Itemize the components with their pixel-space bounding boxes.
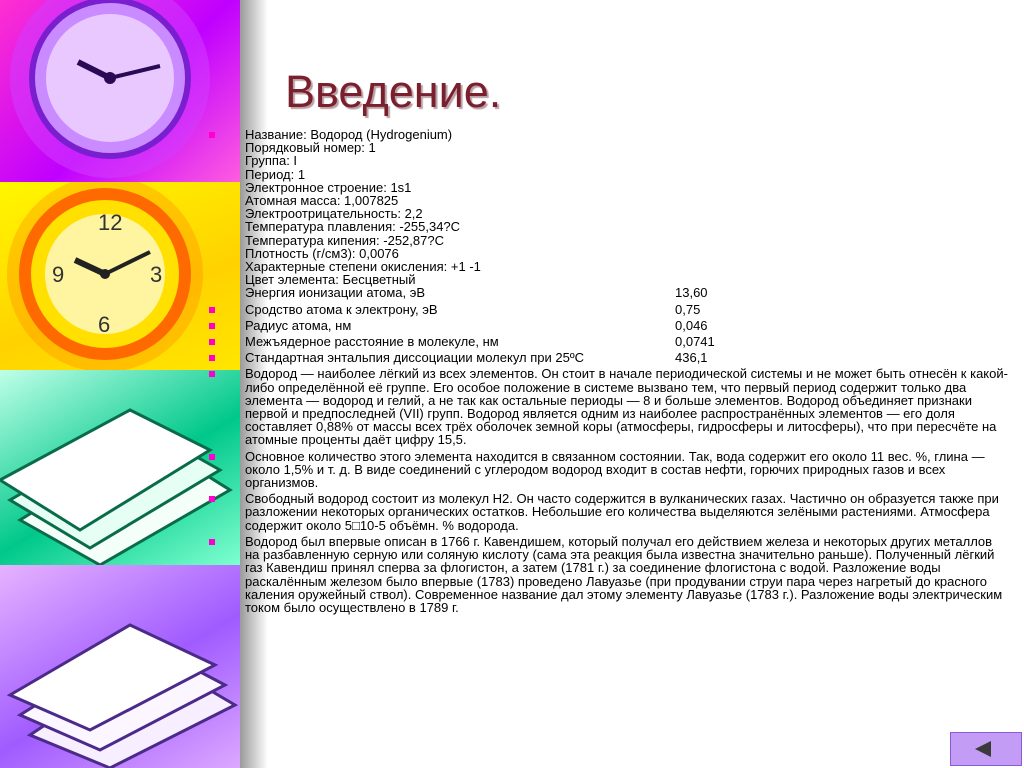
svg-text:9: 9 (52, 262, 65, 287)
bullet-icon (209, 307, 215, 313)
paragraph (245, 492, 1010, 532)
yellow-clock-image (0, 182, 240, 370)
decorative-image-strip (0, 0, 240, 768)
paragraph-text: Водород был впервые описан в 1766 г. Кавендишем, который получал его действием железа и некоторых других металлов на разбавленную серную или соляную кислоту (сама эта реакция была известна значительно раньше). Полученный лёгкий газ Кавендиш принял сперва за флогистон, а затем (1781 г.) за соединение флогистона с водой. Разложение воды раскалённым железом было впервые (1783) проведено Лавуазье (при продувании струи пара через нагретый до красного каления оружейный ствол). Современное название дал этому элементу Лавуазье (1783 г.). Разложение воды электрическим током было осуществлено в 1789 г. (245, 533, 1003, 615)
element-facts (245, 128, 1010, 300)
fact-line: Название: Водород (Hydrogenium) (245, 127, 453, 142)
property-row (245, 303, 1010, 316)
fact-line: Температура плавления: -255,34?С (245, 219, 461, 235)
purple-clock-image (0, 0, 240, 182)
bullet-icon (209, 132, 215, 138)
bullet-icon (209, 339, 215, 345)
green-papers-image (0, 370, 240, 565)
paragraph-text: Свободный водород состоит из молекул H2. Он часто содержится в вулканических газах. Частично он образуется также при разложении некоторых органических остатков. Небольшие его количества выделяются зелёными растениями. Атмосфера содержит около 5□10-5 объёмн. % водорода. (245, 491, 999, 533)
property-row (245, 335, 1010, 348)
bullet-icon (209, 454, 215, 460)
bullet-icon (209, 323, 215, 329)
row-value: 0,046 (675, 317, 708, 333)
svg-text:6: 6 (98, 312, 111, 337)
paragraph (245, 535, 1010, 614)
fact-line: Электронное строение: 1s1 (245, 179, 412, 195)
paragraph (245, 367, 1010, 446)
fact-line: Цвет элемента: Бесцветный (245, 272, 416, 288)
paragraph-text: Основное количество этого элемента находится в связанном состоянии. Так, вода содержит его около 11 вес. %, глина — около 1,5% и т. д. В виде соединений с углеродом водород входит в состав нефти, горючих природных газов и всех организмов. (245, 448, 985, 491)
row-label: Межъядерное расстояние в молекуле, нм (245, 334, 499, 350)
back-arrow-icon (975, 741, 991, 757)
paragraph (245, 450, 1010, 490)
fact-line: Порядковый номер: 1 (245, 140, 376, 156)
property-row (245, 351, 1010, 364)
property-row (245, 319, 1010, 332)
svg-text:3: 3 (150, 262, 163, 287)
row-value: 13,60 (675, 285, 708, 301)
svg-text:12: 12 (98, 210, 123, 235)
bullet-icon (209, 496, 215, 502)
paragraph-text: Водород — наиболее лёгкий из всех элементов. Он стоит в начале периодической системы и не может быть отнесён к какой-либо определённой её группе. Его особое положение в системе вызвано тем, что первый период содержит только два элемента — водород и гелий, а не так как остальные периоды — 8 и больше элементов. Водород объединяет признаки первой и предпоследней (VII) групп. Водород является одним из наиболее распространённых элементов — его доля составляет 0,88% от массы всех трёх оболочек земной коры (атмосферы, гидросферы и литосферы), что при пересчёте на атомные проценты даёт цифру 15,5. (245, 366, 1008, 448)
bullet-icon (209, 371, 215, 377)
row-value: 436,1 (675, 350, 708, 366)
back-button[interactable] (950, 732, 1022, 766)
fact-line: Плотность (г/см3): 0,0076 (245, 245, 399, 261)
fact-line: Характерные степени окисления: +1 -1 (245, 259, 481, 275)
fact-line: Атомная масса: 1,007825 (245, 193, 399, 209)
slide-title: Введение. (285, 66, 502, 117)
row-label: Энергия ионизации атома, эВ (245, 285, 426, 301)
row-label: Радиус атома, нм (245, 317, 352, 333)
row-value: 0,75 (675, 301, 701, 317)
row-label: Сродство атома к электрону, эВ (245, 301, 438, 317)
fact-line: Температура кипения: -252,87?С (245, 232, 444, 248)
fact-line: Период: 1 (245, 166, 306, 182)
fact-line: Группа: I (245, 153, 298, 169)
row-value: 0,0741 (675, 334, 715, 350)
ionization-row (245, 286, 1010, 299)
bullet-icon (209, 355, 215, 361)
row-label: Стандартная энтальпия диссоциации молекул при 25ºС (245, 350, 584, 366)
slide-body (245, 128, 1010, 617)
bullet-icon (209, 539, 215, 545)
fact-line: Электроотрицательность: 2,2 (245, 206, 423, 222)
purple-papers-image (0, 565, 240, 768)
